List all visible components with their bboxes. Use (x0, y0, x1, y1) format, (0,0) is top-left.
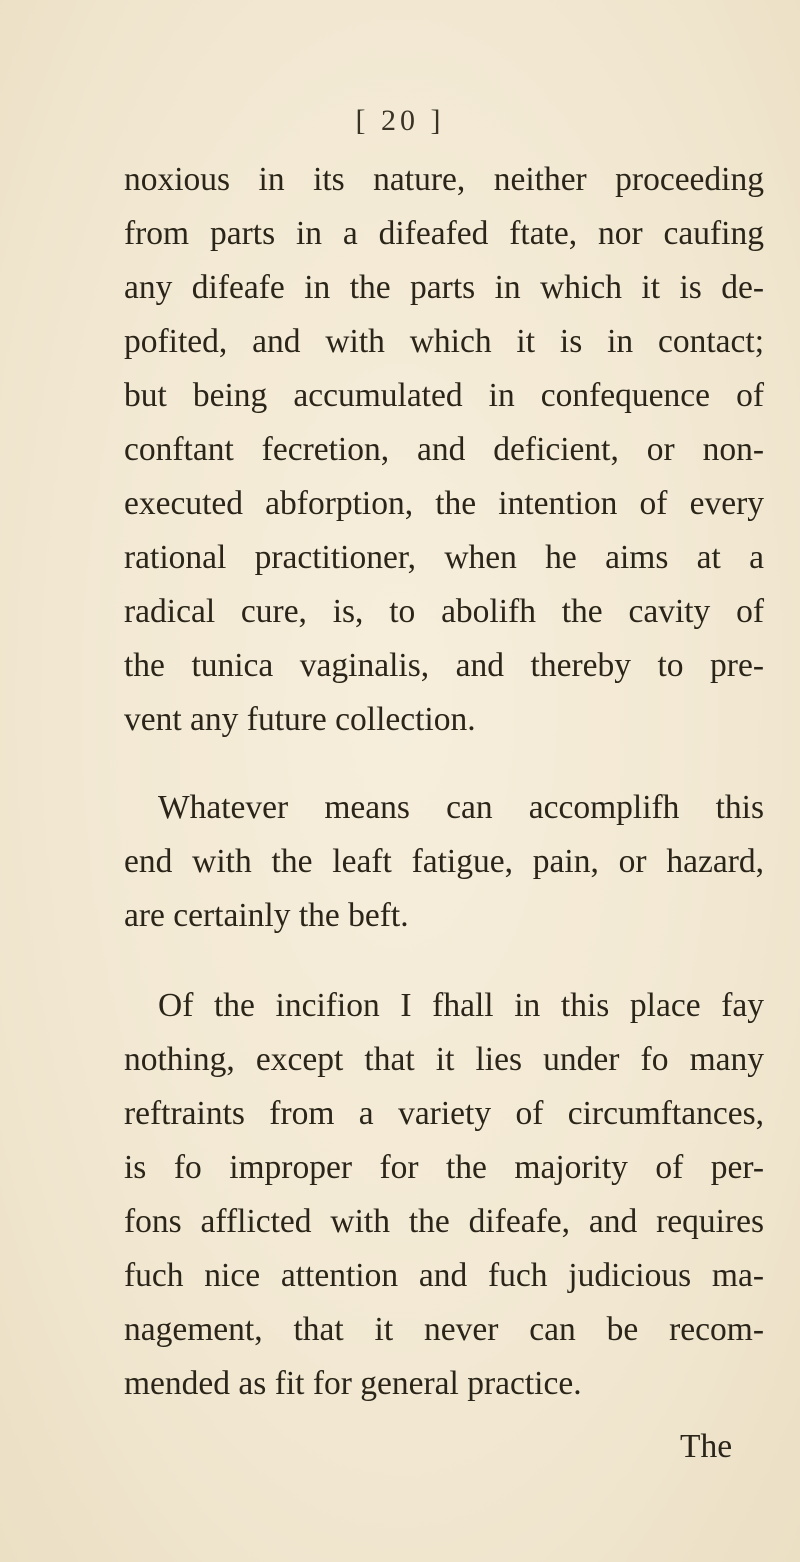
text-line: fons afflicted with the difeafe, and requires (124, 1203, 764, 1240)
text-line: executed abforption, the intention of every (124, 485, 764, 522)
text-line: radical cure, is, to abolifh the cavity of (124, 593, 764, 630)
text-line: fuch nice attention and fuch judicious ma- (124, 1257, 764, 1294)
text-line: pofited, and with which it is in contact; (124, 323, 764, 360)
text-line: nagement, that it never can be recom- (124, 1311, 764, 1348)
text-line: vent any future collection. (124, 701, 476, 738)
catchword: The (680, 1428, 733, 1465)
page-number: [ 20 ] (355, 104, 445, 137)
text-line: mended as fit for general practice. (124, 1365, 582, 1402)
text-line: reftraints from a variety of circumftances, (124, 1095, 764, 1132)
text-line: nothing, except that it lies under fo many (124, 1041, 764, 1078)
text-line: conftant fecretion, and deficient, or non- (124, 431, 764, 468)
text-line: from parts in a difeafed ftate, nor caufing (124, 215, 764, 252)
text-line: are certainly the beft. (124, 897, 409, 934)
text-line: the tunica vaginalis, and thereby to pre- (124, 647, 764, 684)
text-line: any difeafe in the parts in which it is de- (124, 269, 764, 306)
text-line: noxious in its nature, neither proceeding (124, 161, 764, 198)
text-line: Of the incifion I fhall in this place fay (158, 987, 764, 1024)
text-line: but being accumulated in confequence of (124, 377, 764, 414)
text-line: is fo improper for the majority of per- (124, 1149, 764, 1186)
text-line: rational practitioner, when he aims at a (124, 539, 764, 576)
text-line: Whatever means can accomplifh this (158, 789, 764, 826)
text-line: end with the leaft fatigue, pain, or hazard, (124, 843, 764, 880)
